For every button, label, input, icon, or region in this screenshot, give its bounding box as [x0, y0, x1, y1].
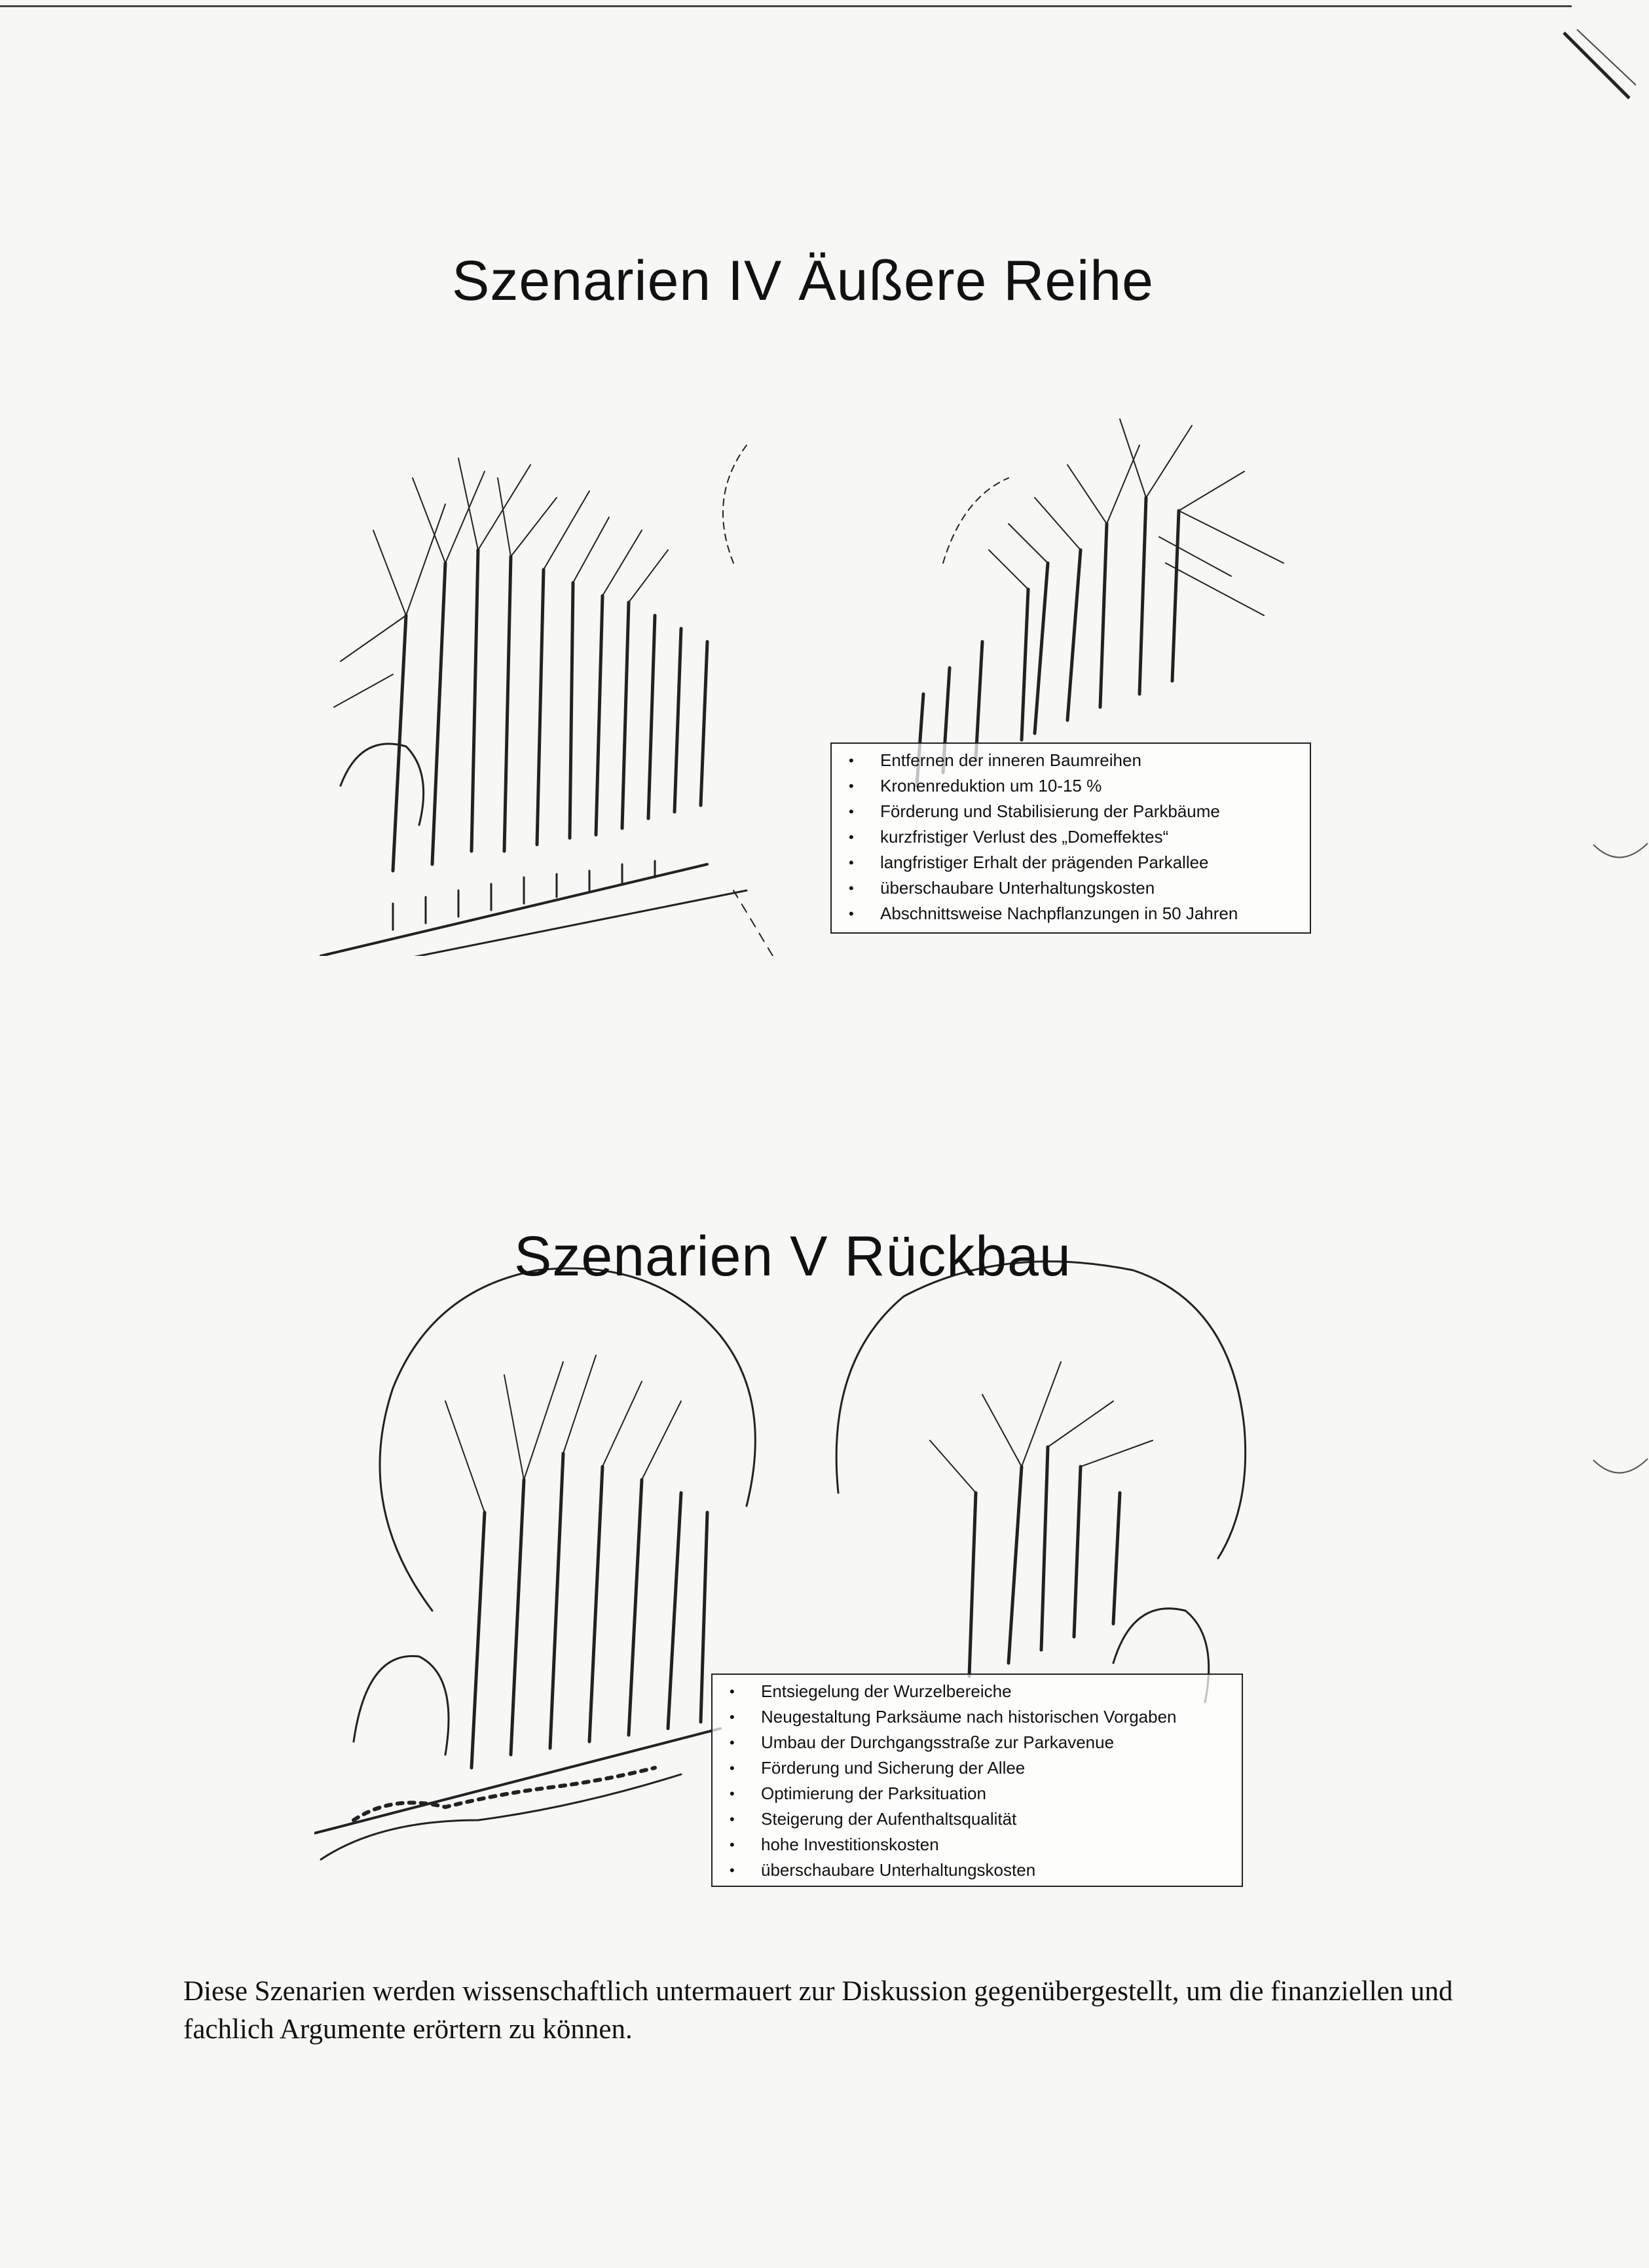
page-top-edge [0, 5, 1572, 7]
list-item: • Förderung und Sicherung der Allee [722, 1755, 1232, 1781]
list-item: • Entfernen der inneren Baumreihen [841, 748, 1301, 773]
scenario-v-title: Szenarien V Rückbau [514, 1225, 1071, 1288]
list-item: • Förderung und Stabilisierung der Parkbäume [841, 799, 1301, 824]
list-item: • Abschnittsweise Nachpflanzungen in 50 Jahren [841, 901, 1301, 926]
scenario-iv-bullet-list [830, 742, 1311, 934]
punch-hole-mark [1590, 832, 1649, 877]
list-item: • kurzfristiger Verlust des „Domeffektes“ [841, 824, 1301, 850]
list-item: • überschaubare Unterhaltungskosten [722, 1857, 1232, 1883]
list-item: • Optimierung der Parksituation [722, 1781, 1232, 1806]
list-item: • überschaubare Unterhaltungskosten [841, 875, 1301, 901]
list-item: • Umbau der Durchgangsstraße zur Parkavenue [722, 1730, 1232, 1755]
list-item: • Steigerung der Aufenthaltsqualität [722, 1806, 1232, 1832]
list-item: • hohe Investitionskosten [722, 1832, 1232, 1857]
punch-hole-mark [1590, 1447, 1649, 1493]
list-item: • Entsiegelung der Wurzelbereiche [722, 1679, 1232, 1704]
page-corner-mark [1551, 26, 1642, 105]
caption-paragraph: Diese Szenarien werden wissenschaftlich untermauert zur Diskussion gegenübergestellt, um die finanziellen und fachlich Argumente erörtern zu können. [183, 1976, 1453, 2045]
scenario-v-bullet-list [711, 1674, 1243, 1887]
list-item: • langfristiger Erhalt der prägenden Parkallee [841, 850, 1301, 875]
list-item: • Neugestaltung Parksäume nach historischen Vorgaben [722, 1704, 1232, 1730]
list-item: • Kronenreduktion um 10-15 % [841, 773, 1301, 799]
scenario-iv-title: Szenarien IV Äußere Reihe [452, 249, 1154, 312]
